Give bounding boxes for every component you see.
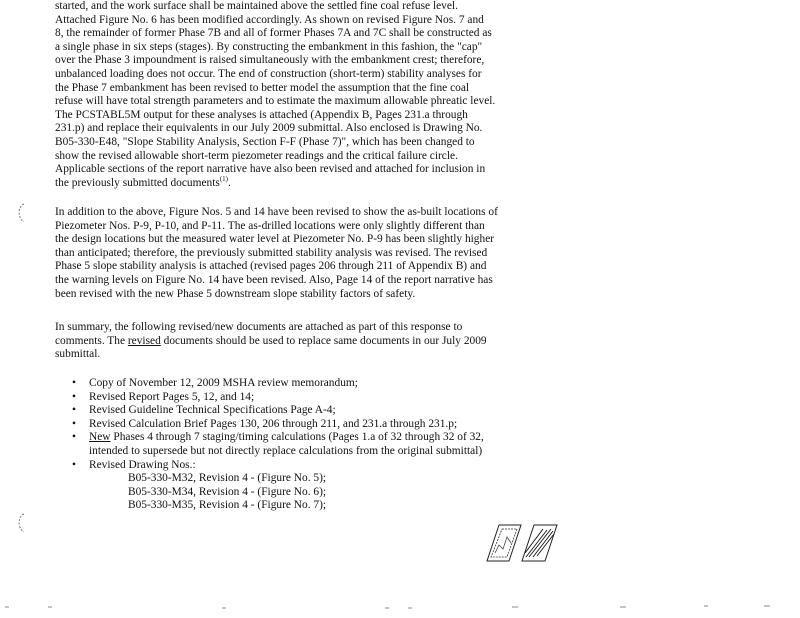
engineer-seal-stamp — [485, 523, 560, 563]
underlined-word: New — [89, 431, 111, 444]
text-line: Applicable sections of the report narrative have also been revised and attached for inclusion in — [55, 163, 486, 176]
text-line: unbalanced loading does not occur. The end of construction (short-term) stability analyses for — [55, 67, 482, 80]
bullet-icon: • — [72, 390, 76, 403]
list-item — [72, 391, 732, 405]
text-line: been revised with the new Phase 5 downstream slope stability factors of safety. — [55, 287, 416, 300]
text-line: submittal. — [55, 348, 101, 361]
list-item — [72, 404, 732, 418]
drawing-list-item: B05-330-M35, Revision 4 - (Figure No. 7); — [128, 499, 327, 512]
list-item — [72, 377, 732, 391]
text-line-with-footnote — [55, 174, 715, 191]
text-line: Piezometer Nos. P-9, P-10, and P-11. The as-drilled locations were only slightly different than — [55, 219, 485, 232]
bullet-icon: • — [72, 458, 76, 471]
text-line: a single phase in six steps (stages). By constructing the embankment in this fashion, the "cap" — [55, 40, 483, 53]
text-line: the warning levels on Figure No. 14 have been revised. Also, Page 14 of the report narrative has — [55, 273, 493, 286]
text-fragment: the previously submitted documents — [55, 176, 220, 189]
text-line: over the Phase 3 impoundment is raised simultaneously with the embankment crest; therefore, — [55, 54, 485, 67]
list-item-text: Phases 4 through 7 staging/timing calculations (Pages 1.a of 32 through 32 of 32, — [110, 431, 484, 444]
bullet-icon: • — [72, 431, 76, 444]
text-line — [55, 335, 715, 349]
list-item-text: Revised Calculation Brief Pages 130, 206 through 211, and 231.a through 231.p; — [89, 417, 458, 430]
text-line: 8, the remainder of former Phase 7B and all of former Phases 7A and 7C shall be constructed as — [55, 27, 492, 40]
text-line: started, and the work surface shall be maintained above the settled fine coal refuse level. — [55, 0, 458, 12]
text-fragment: . — [228, 176, 231, 189]
text-line: Attached Figure No. 6 has been modified accordingly. As shown on revised Figure Nos. 7 and — [55, 13, 484, 26]
text-line: B05-330-E48, "Slope Stability Analysis, Section F-F (Phase 7)", which has been changed to — [55, 135, 475, 148]
underlined-word: revised — [127, 334, 161, 347]
text-line: In addition to the above, Figure Nos. 5 and 14 have been revised to show the as-built locations of — [55, 206, 498, 218]
footnote-reference: (1) — [219, 174, 228, 183]
bullet-icon: • — [72, 377, 76, 389]
text-line: show the revised allowable short-term piezometer readings and the critical failure circle. — [55, 149, 458, 162]
attached-documents-list — [72, 377, 732, 513]
text-line: the Phase 7 embankment has been revised to better model the assumption that the fine coal — [55, 81, 470, 94]
list-item-text-continued: intended to supersede but not directly replace calculations from the original submittal) — [89, 444, 483, 457]
text-line: Phase 5 slope stability analysis is attached (revised pages 206 through 211 of Appendix B) and — [55, 260, 487, 273]
bullet-icon: • — [72, 417, 76, 430]
margin-binder-mark-icon — [14, 512, 28, 534]
list-item-text: Revised Report Pages 5, 12, and 14; — [89, 390, 255, 403]
scan-artifact-marks — [0, 600, 800, 614]
margin-binder-mark-icon — [14, 202, 28, 224]
text-line: 231.p) and replace their equivalents in our July 2009 submittal. Also enclosed is Drawing No. — [55, 122, 483, 135]
text-line: In summary, the following revised/new documents are attached as part of this response to — [55, 321, 463, 333]
text-fragment: documents should be used to replace same documents in our July 2009 — [160, 334, 487, 347]
drawing-list-item: B05-330-M34, Revision 4 - (Figure No. 6); — [128, 485, 327, 498]
list-item — [72, 418, 732, 432]
paragraph-summary — [55, 321, 715, 362]
text-line: refuse will have total strength parameters and to estimate the maximum allowable phreatic level. — [55, 95, 496, 108]
list-item-text: Revised Guideline Technical Specifications Page A-4; — [89, 404, 336, 417]
list-item — [72, 431, 732, 458]
text-line: than anticipated; therefore, the previously submitted stability analysis was revised. The revised — [55, 246, 488, 259]
list-item-text: Revised Drawing Nos.: — [89, 458, 196, 471]
drawing-list-item: B05-330-M32, Revision 4 - (Figure No. 5); — [128, 472, 327, 485]
list-item-text: Copy of November 12, 2009 MSHA review memorandum; — [89, 377, 358, 389]
text-line: the design locations but the measured water level at Piezometer No. P-9 has been slightly higher — [55, 233, 495, 246]
paragraph-piezometer-revision — [55, 206, 715, 301]
text-line: The PCSTABL5M output for these analyses is attached (Appendix B, Pages 231.a through — [55, 108, 468, 121]
list-item — [72, 459, 732, 473]
paragraph-phase7-construction — [55, 0, 715, 190]
bullet-icon: • — [72, 404, 76, 417]
text-fragment: comments. The — [55, 334, 128, 347]
